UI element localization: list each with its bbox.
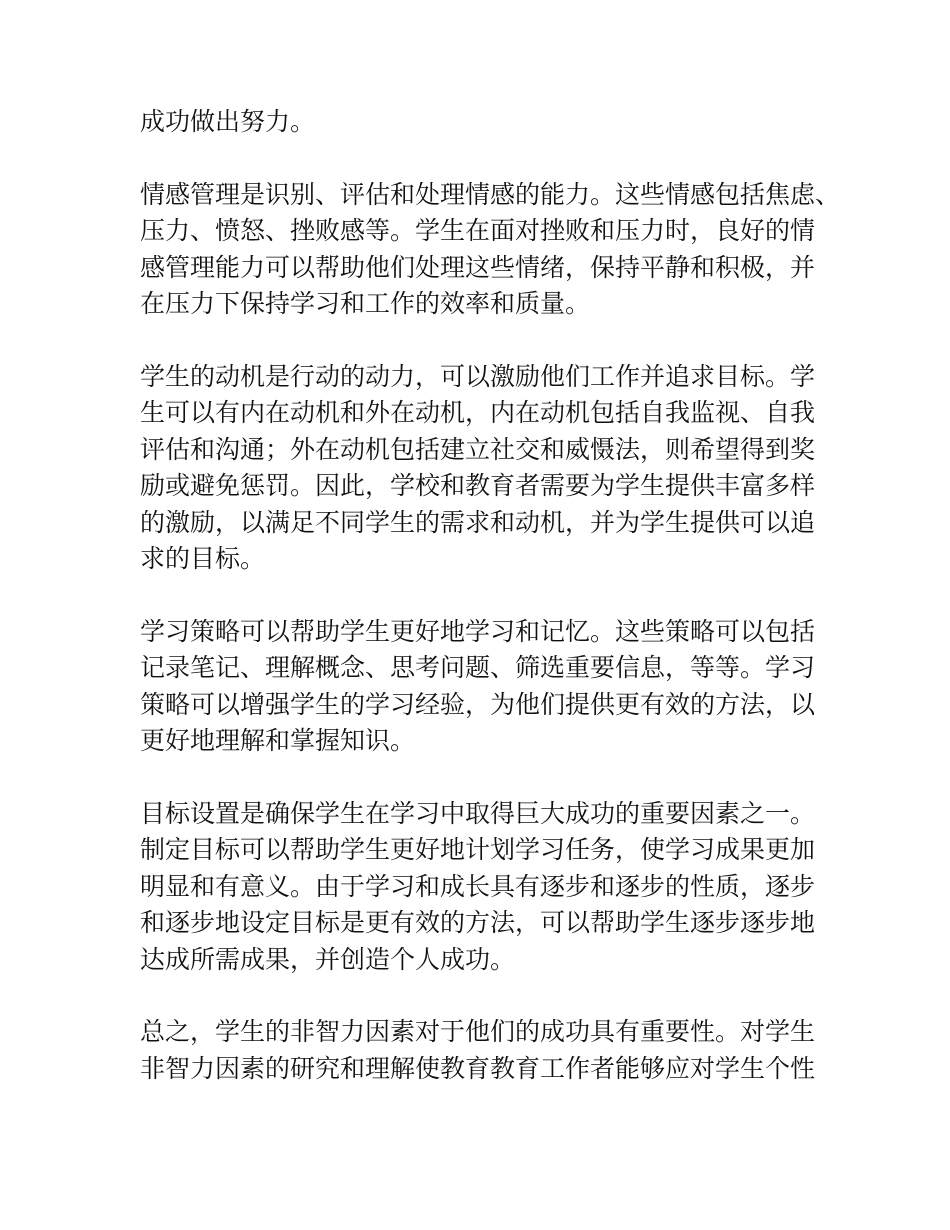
text-line: 目标设置是确保学生在学习中取得巨大成功的重要因素之一。 bbox=[140, 798, 816, 828]
document-body bbox=[140, 104, 841, 1123]
text-line: 和逐步地设定目标是更有效的方法，可以帮助学生逐步逐步地 bbox=[140, 908, 816, 937]
paragraph-5 bbox=[140, 796, 820, 979]
paragraph-3 bbox=[140, 359, 820, 578]
text-line: 感管理能力可以帮助他们处理这些情绪，保持平静和积极，并 bbox=[140, 252, 816, 282]
paragraph-1 bbox=[140, 104, 820, 141]
text-line: 学习策略可以帮助学生更好地学习和记忆。这些策略可以包括 bbox=[140, 616, 816, 646]
text-line: 更好地理解和掌握知识。 bbox=[140, 726, 416, 755]
text-line: 总之，学生的非智力因素对于他们的成功具有重要性。对学生 bbox=[140, 1017, 816, 1046]
text-line: 压力、愤怒、挫败感等。学生在面对挫败和压力时，良好的情 bbox=[140, 216, 816, 245]
text-line: 成功做出努力。 bbox=[140, 107, 316, 136]
text-line: 评估和沟通；外在动机包括建立社交和威慑法，则希望得到奖 bbox=[140, 434, 816, 464]
text-line: 情感管理是识别、评估和处理情感的能力。这些情感包括焦虑、 bbox=[140, 179, 841, 209]
paragraph-2 bbox=[140, 177, 841, 323]
text-line: 生可以有内在动机和外在动机，内在动机包括自我监视、自我 bbox=[140, 398, 816, 427]
text-line: 策略可以增强学生的学习经验，为他们提供更有效的方法，以 bbox=[140, 689, 816, 719]
text-line: 达成所需成果，并创造个人成功。 bbox=[140, 944, 516, 974]
text-line: 明显和有意义。由于学习和成长具有逐步和逐步的性质，逐步 bbox=[140, 871, 816, 901]
text-line: 制定目标可以帮助学生更好地计划学习任务，使学习成果更加 bbox=[140, 835, 816, 864]
text-line: 求的目标。 bbox=[140, 544, 266, 573]
text-line: 的激励，以满足不同学生的需求和动机，并为学生提供可以追 bbox=[140, 507, 816, 537]
text-line: 励或避免惩罚。因此，学校和教育者需要为学生提供丰富多样 bbox=[140, 471, 816, 500]
text-line: 非智力因素的研究和理解使教育教育工作者能够应对学生个性 bbox=[140, 1053, 816, 1083]
paragraph-6 bbox=[140, 1014, 820, 1087]
text-line: 在压力下保持学习和工作的效率和质量。 bbox=[140, 289, 591, 318]
paragraph-4 bbox=[140, 614, 820, 760]
text-line: 记录笔记、理解概念、思考问题、筛选重要信息，等等。学习 bbox=[140, 653, 816, 682]
text-line: 学生的动机是行动的动力，可以激励他们工作并追求目标。学 bbox=[140, 361, 816, 391]
